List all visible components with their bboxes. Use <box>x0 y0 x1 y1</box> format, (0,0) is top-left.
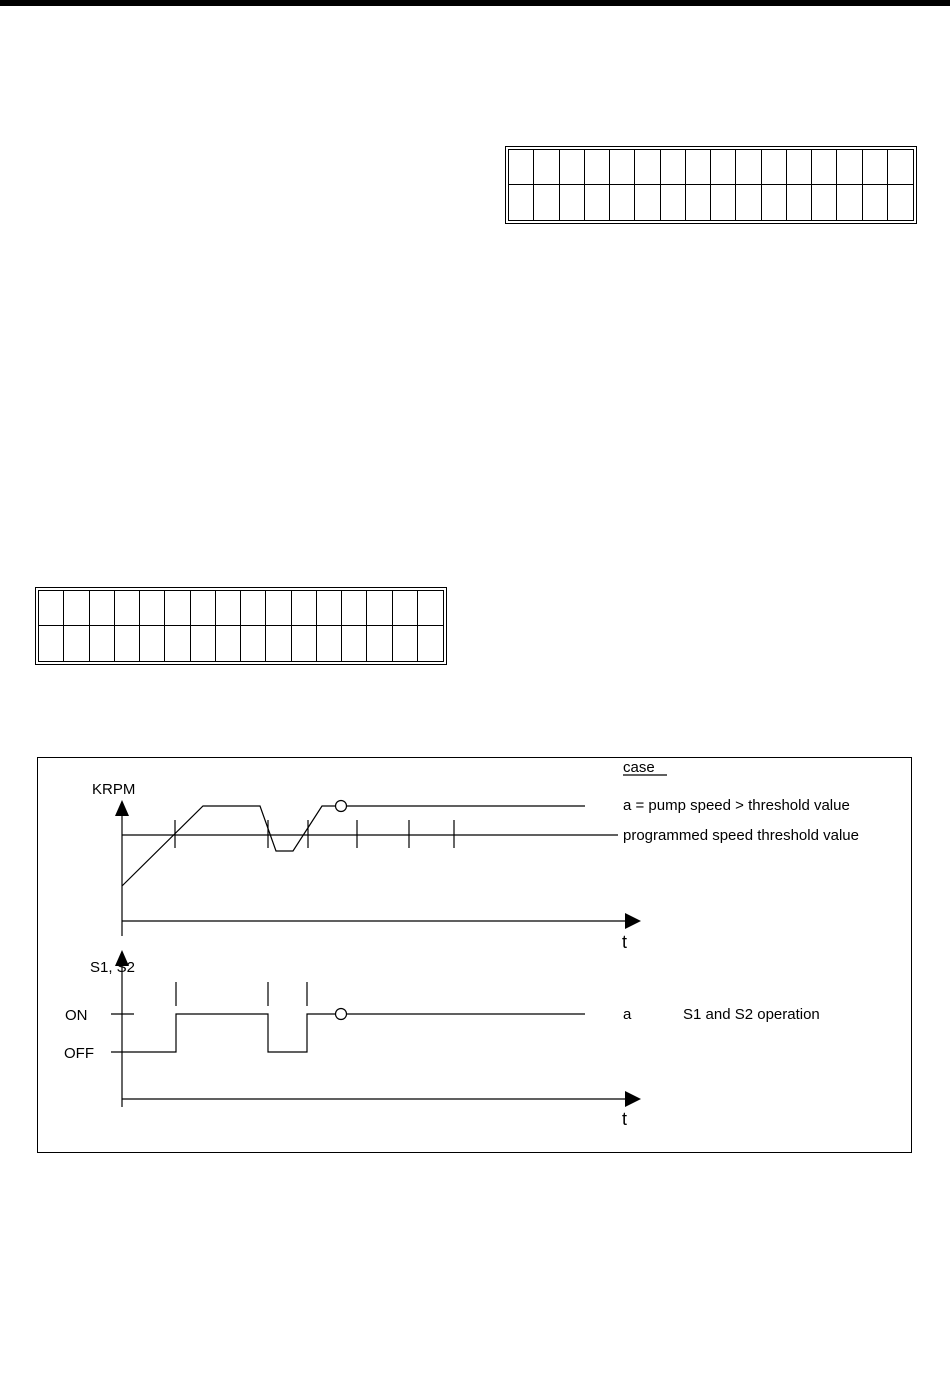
lcd-character-cell <box>115 626 140 661</box>
lcd-character-cell <box>610 150 635 185</box>
lcd-character-cell <box>418 626 443 661</box>
lcd-character-cell <box>610 185 635 220</box>
switch-x-axis-label: t <box>622 1109 628 1129</box>
lcd-character-cell <box>711 185 736 220</box>
lcd-character-cell <box>661 185 686 220</box>
lcd-character-cell <box>560 150 585 185</box>
speed-event-marker <box>336 801 347 812</box>
off-level-label: OFF <box>64 1045 94 1062</box>
lcd-character-cell <box>216 626 241 661</box>
lcd-character-cell <box>837 150 862 185</box>
lcd-character-cell <box>216 591 241 626</box>
timing-diagram-frame <box>37 757 912 1153</box>
lcd-character-cell <box>317 626 342 661</box>
lcd-character-cell <box>64 626 89 661</box>
lcd-character-cell <box>509 185 534 220</box>
lcd-character-cell <box>418 591 443 626</box>
speed-x-axis-arrow-icon <box>625 913 641 929</box>
speed-y-axis-label: KRPM <box>92 781 136 798</box>
speed-x-axis-label: t <box>622 932 628 952</box>
lcd-display-blank-bottom <box>35 587 447 665</box>
lcd-character-cell <box>812 150 837 185</box>
lcd-character-cell <box>367 591 392 626</box>
switch-x-axis-arrow-icon <box>625 1091 641 1107</box>
lcd-character-cell <box>241 626 266 661</box>
lcd-character-cell <box>393 626 418 661</box>
on-level-label: ON <box>65 1007 88 1024</box>
speed-y-axis-arrow-icon <box>115 800 129 816</box>
legend-case-a-letter: a <box>623 1006 632 1023</box>
pump-speed-curve <box>122 806 585 886</box>
switch-state-waveform <box>111 1014 585 1052</box>
lcd-character-cell <box>90 626 115 661</box>
lcd-character-cell <box>64 591 89 626</box>
page-top-rule <box>0 0 950 6</box>
timing-diagram-svg <box>38 758 913 1154</box>
lcd-character-cell <box>812 185 837 220</box>
lcd-character-cell <box>140 626 165 661</box>
lcd-character-cell <box>140 591 165 626</box>
lcd-character-cell <box>191 626 216 661</box>
lcd-character-cell <box>292 626 317 661</box>
lcd-character-cell <box>534 185 559 220</box>
lcd-character-cell <box>342 591 367 626</box>
lcd-character-cell <box>787 150 812 185</box>
lcd-character-cell <box>888 185 913 220</box>
switch-event-marker <box>336 1009 347 1020</box>
lcd-character-cell <box>585 185 610 220</box>
lcd-character-cell <box>39 626 64 661</box>
lcd-character-cell <box>585 150 610 185</box>
lcd-character-cell <box>191 591 216 626</box>
lcd-character-cell <box>762 150 787 185</box>
lcd-character-cell <box>317 591 342 626</box>
lcd-character-cell <box>661 150 686 185</box>
lcd-character-cell <box>635 185 660 220</box>
lcd-character-cell <box>509 150 534 185</box>
lcd-character-cell <box>292 591 317 626</box>
lcd-character-cell <box>736 150 761 185</box>
lcd-character-cell <box>342 626 367 661</box>
lcd-character-cell <box>534 150 559 185</box>
lcd-character-cell <box>787 185 812 220</box>
lcd-character-cell <box>39 591 64 626</box>
threshold-line-label: programmed speed threshold value <box>623 827 859 844</box>
switch-y-axis-label: S1, S2 <box>90 959 136 976</box>
legend-heading: case <box>623 759 655 776</box>
lcd-character-cell <box>736 185 761 220</box>
lcd-character-cell <box>266 591 291 626</box>
lcd-display-blank-top <box>505 146 917 224</box>
lcd-character-cell <box>863 150 888 185</box>
lcd-character-cell <box>165 591 190 626</box>
lcd-character-cell <box>888 150 913 185</box>
lcd-character-cell <box>393 591 418 626</box>
legend-case-a-speed: a = pump speed > threshold value <box>623 797 850 814</box>
lcd-character-cell <box>686 185 711 220</box>
lcd-character-cell <box>635 150 660 185</box>
lcd-character-cell <box>762 185 787 220</box>
lcd-character-grid <box>508 149 914 221</box>
lcd-character-cell <box>266 626 291 661</box>
lcd-character-cell <box>711 150 736 185</box>
lcd-character-cell <box>560 185 585 220</box>
lcd-character-cell <box>90 591 115 626</box>
lcd-character-cell <box>837 185 862 220</box>
lcd-character-cell <box>863 185 888 220</box>
lcd-character-cell <box>241 591 266 626</box>
lcd-character-cell <box>686 150 711 185</box>
lcd-character-grid <box>38 590 444 662</box>
lcd-character-cell <box>165 626 190 661</box>
lcd-character-cell <box>115 591 140 626</box>
legend-case-a-operation: S1 and S2 operation <box>683 1006 820 1023</box>
lcd-character-cell <box>367 626 392 661</box>
